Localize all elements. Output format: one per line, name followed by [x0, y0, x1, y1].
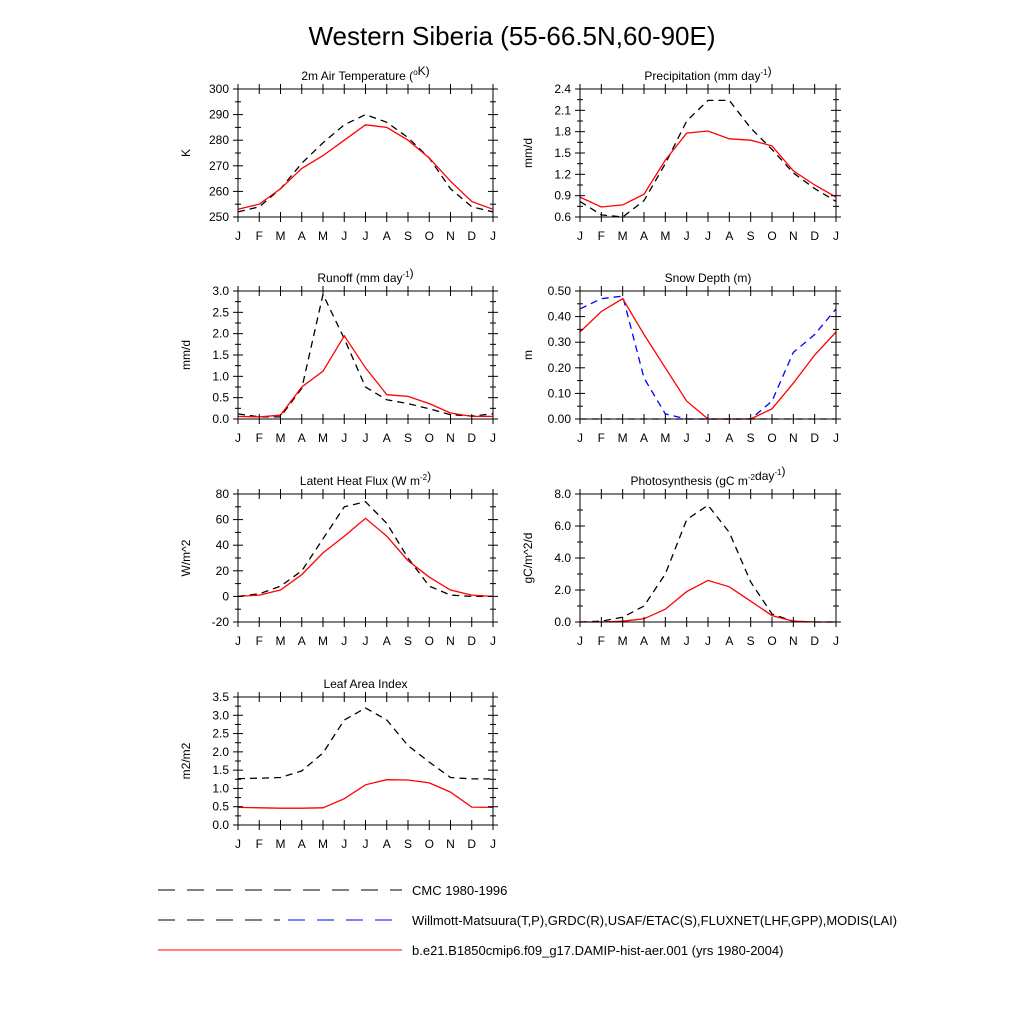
x-tick-label-air-temperature: O: [424, 229, 434, 243]
series-line-leaf-area-index-1: [238, 780, 493, 809]
series-line-leaf-area-index-0: [238, 708, 493, 779]
x-tick-label-leaf-area-index: J: [341, 837, 348, 851]
x-tick-label-photosynthesis: D: [810, 634, 820, 648]
x-tick-label-precipitation: O: [767, 229, 777, 243]
y-tick-label-air-temperature: 280: [208, 133, 229, 148]
x-tick-label-air-temperature: F: [255, 229, 263, 243]
y-tick-label-photosynthesis: 6.0: [554, 519, 571, 533]
x-tick-label-photosynthesis: J: [683, 634, 690, 648]
y-tick-label-runoff: 3.0: [212, 284, 229, 298]
y-tick-label-photosynthesis: 0.0: [554, 615, 571, 629]
x-tick-label-snow-depth: A: [639, 431, 649, 445]
y-axis-label-snow-depth: m: [521, 350, 535, 360]
y-tick-label-air-temperature: 270: [208, 158, 229, 173]
x-tick-label-air-temperature: J: [362, 229, 369, 243]
x-tick-label-precipitation: F: [597, 229, 606, 243]
chart-title-photosynthesis: Photosynthesis (gC $m^{-2}day^{-1}$): [630, 464, 786, 488]
x-tick-label-snow-depth: M: [660, 431, 671, 445]
x-tick-label-precipitation: S: [746, 229, 755, 243]
x-tick-label-latent-heat-flux: F: [255, 634, 263, 648]
series-line-air-temperature-0: [238, 115, 493, 212]
y-tick-label-runoff: 1.5: [212, 348, 229, 362]
x-tick-label-photosynthesis: J: [577, 634, 583, 648]
y-tick-label-latent-heat-flux: -20: [211, 615, 229, 629]
y-tick-label-runoff: 1.0: [212, 369, 229, 384]
y-tick-label-leaf-area-index: 2.5: [212, 726, 229, 741]
x-tick-label-snow-depth: J: [683, 431, 690, 445]
x-tick-label-snow-depth: F: [597, 431, 606, 445]
chart-photosynthesis: [521, 464, 841, 648]
y-tick-label-latent-heat-flux: 0: [222, 589, 229, 604]
x-tick-label-latent-heat-flux: A: [297, 634, 306, 648]
x-tick-label-precipitation: J: [705, 229, 711, 243]
x-tick-label-latent-heat-flux: S: [403, 634, 413, 648]
chart-title-air-temperature: 2m Air Temperature ($^o$K): [301, 64, 430, 83]
x-tick-label-photosynthesis: M: [660, 634, 671, 648]
x-tick-label-leaf-area-index: F: [255, 837, 263, 851]
y-axis-label-runoff: mm/d: [179, 340, 193, 370]
y-tick-label-air-temperature: 260: [208, 184, 229, 199]
x-tick-label-runoff: F: [255, 431, 263, 445]
series-line-precipitation-1: [580, 131, 836, 207]
chart-title-snow-depth: Snow Depth (m): [664, 271, 752, 285]
x-tick-label-latent-heat-flux: N: [446, 634, 455, 648]
x-tick-label-runoff: D: [467, 431, 477, 445]
x-tick-label-snow-depth: D: [810, 431, 820, 445]
x-tick-label-leaf-area-index: M: [275, 837, 286, 851]
x-tick-label-air-temperature: J: [490, 229, 496, 243]
x-tick-label-air-temperature: M: [275, 229, 286, 243]
x-tick-label-snow-depth: N: [788, 431, 798, 445]
y-tick-label-snow-depth: 0.50: [547, 284, 571, 298]
x-tick-label-runoff: M: [318, 431, 328, 445]
chart-runoff: [179, 266, 498, 445]
series-line-snow-depth-2: [580, 299, 836, 419]
x-tick-label-leaf-area-index: A: [297, 837, 306, 851]
x-tick-label-air-temperature: A: [297, 229, 306, 243]
y-tick-label-leaf-area-index: 3.0: [212, 708, 229, 723]
x-tick-label-leaf-area-index: D: [467, 837, 477, 851]
x-tick-label-latent-heat-flux: M: [275, 634, 286, 648]
series-line-photosynthesis-1: [580, 580, 836, 622]
y-tick-label-leaf-area-index: 2.0: [212, 744, 229, 759]
plot-frame-latent-heat-flux: [238, 494, 493, 622]
series-line-runoff-0: [238, 294, 493, 417]
y-axis-label-air-temperature: K: [179, 148, 193, 158]
y-tick-label-snow-depth: 0.20: [547, 360, 571, 375]
y-tick-label-latent-heat-flux: 40: [215, 538, 229, 553]
legend-item-model: [158, 943, 783, 958]
x-tick-label-latent-heat-flux: J: [235, 634, 241, 648]
x-tick-label-precipitation: M: [660, 229, 671, 243]
series-line-snow-depth-1: [580, 296, 836, 419]
chart-air-temperature: [179, 64, 498, 243]
x-tick-label-photosynthesis: S: [746, 634, 755, 648]
x-tick-label-snow-depth: O: [767, 431, 777, 445]
x-tick-label-leaf-area-index: O: [424, 837, 434, 851]
y-tick-label-precipitation: 0.6: [554, 210, 571, 224]
y-tick-label-runoff: 2.5: [212, 305, 229, 320]
plot-frame-leaf-area-index: [238, 697, 493, 825]
x-tick-label-leaf-area-index: J: [362, 837, 369, 851]
y-axis-label-leaf-area-index: m2/m2: [179, 742, 193, 780]
x-tick-label-precipitation: N: [788, 229, 798, 243]
x-tick-label-runoff: J: [362, 431, 369, 445]
chart-precipitation: [521, 64, 841, 243]
x-tick-label-snow-depth: J: [577, 431, 583, 445]
x-tick-label-photosynthesis: A: [639, 634, 649, 648]
x-tick-label-air-temperature: M: [318, 229, 328, 243]
y-axis-label-latent-heat-flux: W/m^2: [179, 539, 193, 577]
y-tick-label-precipitation: 2.4: [554, 82, 571, 96]
chart-panels: [179, 64, 841, 851]
x-tick-label-snow-depth: J: [705, 431, 711, 445]
x-tick-label-air-temperature: S: [403, 229, 413, 243]
y-tick-label-photosynthesis: 8.0: [554, 487, 571, 501]
x-tick-label-runoff: M: [275, 431, 286, 445]
y-tick-label-leaf-area-index: 1.0: [212, 781, 229, 796]
y-axis-label-photosynthesis: gC/m^2/d: [521, 532, 535, 584]
chart-title-latent-heat-flux: Latent Heat Flux (W $m^{-2}$): [299, 469, 432, 488]
y-axis-label-precipitation: mm/d: [521, 138, 535, 168]
legend: [158, 883, 897, 958]
x-tick-label-air-temperature: N: [446, 229, 455, 243]
x-tick-label-leaf-area-index: S: [403, 837, 413, 851]
plot-frame-runoff: [238, 291, 493, 419]
y-tick-label-air-temperature: 290: [208, 107, 229, 122]
figure-title: Western Siberia (55-66.5N,60-90E): [308, 21, 716, 51]
chart-title-runoff: Runoff (mm day$^{-1}$): [317, 266, 414, 285]
x-tick-label-latent-heat-flux: J: [362, 634, 369, 648]
series-line-runoff-1: [238, 336, 493, 417]
y-tick-label-leaf-area-index: 1.5: [212, 763, 229, 778]
x-tick-label-photosynthesis: O: [767, 634, 777, 648]
x-tick-label-snow-depth: A: [725, 431, 734, 445]
y-tick-label-runoff: 2.0: [212, 326, 229, 341]
y-tick-label-photosynthesis: 4.0: [554, 551, 571, 565]
x-tick-label-latent-heat-flux: O: [424, 634, 434, 648]
x-tick-label-snow-depth: M: [617, 431, 628, 445]
y-tick-label-snow-depth: 0.30: [547, 335, 571, 350]
series-line-photosynthesis-0: [580, 505, 836, 622]
x-tick-label-snow-depth: S: [746, 431, 755, 445]
y-tick-label-latent-heat-flux: 80: [215, 487, 229, 501]
chart-leaf-area-index: [179, 677, 498, 851]
x-tick-label-runoff: N: [446, 431, 455, 445]
legend-item-observations: [158, 913, 897, 928]
series-line-precipitation-0: [580, 100, 836, 217]
x-tick-label-photosynthesis: J: [833, 634, 839, 648]
x-tick-label-latent-heat-flux: A: [382, 634, 391, 648]
x-tick-label-latent-heat-flux: J: [341, 634, 348, 648]
x-tick-label-precipitation: A: [725, 229, 734, 243]
x-tick-label-photosynthesis: A: [725, 634, 734, 648]
plot-frame-air-temperature: [238, 89, 493, 217]
y-tick-label-leaf-area-index: 3.5: [212, 690, 229, 704]
chart-latent-heat-flux: [179, 469, 498, 648]
x-tick-label-air-temperature: J: [235, 229, 241, 243]
plot-frame-photosynthesis: [580, 494, 836, 622]
x-tick-label-runoff: A: [382, 431, 391, 445]
x-tick-label-photosynthesis: N: [788, 634, 798, 648]
y-tick-label-air-temperature: 300: [208, 82, 229, 96]
series-line-latent-heat-flux-0: [238, 502, 493, 597]
y-tick-label-snow-depth: 0.00: [547, 412, 571, 426]
x-tick-label-precipitation: D: [810, 229, 820, 243]
chart-title-precipitation: Precipitation (mm day$^{-1}$): [644, 64, 772, 83]
y-tick-label-runoff: 0.0: [212, 412, 229, 426]
series-line-latent-heat-flux-1: [238, 518, 493, 596]
legend-item-cmc: [158, 883, 507, 898]
x-tick-label-runoff: J: [235, 431, 241, 445]
legend-label-model: b.e21.B1850cmip6.f09_g17.DAMIP-hist-aer.001 (yrs 1980-2004): [412, 943, 784, 958]
y-tick-label-precipitation: 2.1: [554, 103, 571, 118]
x-tick-label-leaf-area-index: M: [318, 837, 328, 851]
x-tick-label-snow-depth: J: [833, 431, 839, 445]
y-tick-label-snow-depth: 0.10: [547, 386, 571, 401]
legend-label-observations: Willmott-Matsuura(T,P),GRDC(R),USAF/ETAC(S),FLUXNET(LHF,GPP),MODIS(LAI): [412, 913, 898, 928]
x-tick-label-leaf-area-index: N: [446, 837, 455, 851]
plot-frame-snow-depth: [580, 291, 836, 419]
x-tick-label-precipitation: A: [639, 229, 649, 243]
y-tick-label-snow-depth: 0.40: [547, 309, 571, 324]
x-tick-label-photosynthesis: J: [705, 634, 711, 648]
x-tick-label-latent-heat-flux: M: [318, 634, 328, 648]
y-tick-label-latent-heat-flux: 60: [215, 512, 229, 527]
x-tick-label-photosynthesis: F: [597, 634, 606, 648]
x-tick-label-precipitation: J: [577, 229, 583, 243]
y-tick-label-precipitation: 1.5: [554, 146, 571, 160]
y-tick-label-leaf-area-index: 0.5: [212, 799, 229, 814]
series-line-air-temperature-1: [238, 125, 493, 210]
x-tick-label-precipitation: M: [617, 229, 628, 243]
x-tick-label-runoff: S: [403, 431, 413, 445]
y-tick-label-air-temperature: 250: [208, 210, 229, 224]
x-tick-label-leaf-area-index: J: [490, 837, 496, 851]
chart-snow-depth: [521, 271, 841, 445]
legend-label-cmc: CMC 1980-1996: [412, 883, 508, 898]
x-tick-label-precipitation: J: [683, 229, 690, 243]
x-tick-label-latent-heat-flux: J: [490, 634, 496, 648]
plot-frame-precipitation: [580, 89, 836, 217]
y-tick-label-leaf-area-index: 0.0: [212, 818, 229, 832]
y-tick-label-precipitation: 1.2: [554, 167, 571, 182]
x-tick-label-runoff: A: [297, 431, 306, 445]
x-tick-label-air-temperature: D: [467, 229, 477, 243]
x-tick-label-runoff: J: [490, 431, 496, 445]
x-tick-label-air-temperature: J: [341, 229, 348, 243]
y-tick-label-runoff: 0.5: [212, 390, 229, 405]
x-tick-label-runoff: J: [341, 431, 348, 445]
y-tick-label-precipitation: 0.9: [554, 188, 571, 203]
x-tick-label-precipitation: J: [833, 229, 839, 243]
x-tick-label-leaf-area-index: J: [235, 837, 241, 851]
x-tick-label-air-temperature: A: [382, 229, 391, 243]
y-tick-label-precipitation: 1.8: [554, 124, 571, 139]
x-tick-label-latent-heat-flux: D: [467, 634, 477, 648]
y-tick-label-latent-heat-flux: 20: [215, 563, 229, 578]
x-tick-label-photosynthesis: M: [617, 634, 628, 648]
chart-title-leaf-area-index: Leaf Area Index: [323, 677, 408, 691]
y-tick-label-photosynthesis: 2.0: [554, 583, 571, 597]
x-tick-label-runoff: O: [424, 431, 434, 445]
x-tick-label-leaf-area-index: A: [382, 837, 391, 851]
